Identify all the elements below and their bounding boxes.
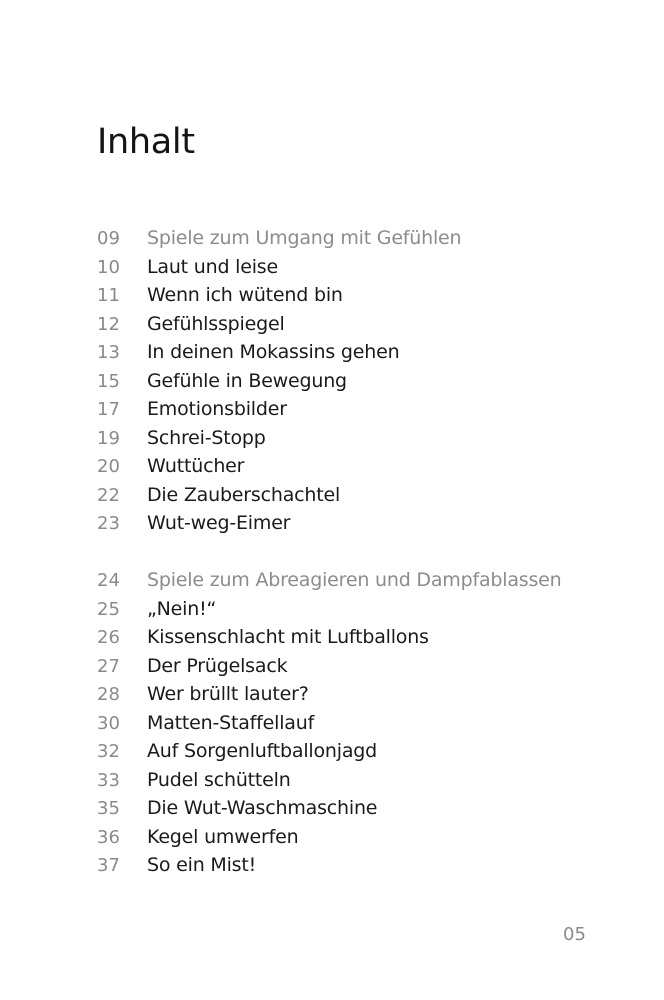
toc-entry[interactable] [97,680,597,709]
toc-page-number: 28 [97,684,120,705]
toc-entry-title: Der Prügelsack [147,654,288,677]
toc-entry-title: Kegel umwerfen [147,825,299,848]
toc-page-number: 10 [97,256,120,278]
toc-entry[interactable] [97,652,597,681]
toc-page-number: 24 [97,570,120,591]
toc-entry[interactable] [97,851,597,880]
toc-entry[interactable] [97,595,597,624]
toc-entry[interactable] [97,424,597,453]
toc-entry[interactable] [97,737,597,766]
toc-entry[interactable] [97,766,597,795]
page-number: 05 [563,924,586,945]
toc-page-number: 26 [97,627,120,648]
toc-entry-title: Schrei-Stopp [147,426,266,449]
toc-page-number: 27 [97,655,120,677]
toc-entry[interactable] [97,481,597,510]
toc-page-number: 22 [97,484,120,506]
toc-entry-title: Die Wut-Waschmaschine [147,797,378,819]
toc-entry-title: Pudel schütteln [147,768,291,791]
toc-section-title: Spiele zum Abreagieren und Dampfablassen [147,569,562,591]
toc-entry[interactable] [97,709,597,738]
toc-section-title: Spiele zum Umgang mit Gefühlen [147,227,462,249]
toc-entry-title: So ein Mist! [147,854,257,876]
toc-entry-title: Wer brüllt lauter? [147,683,309,705]
toc-entry[interactable] [97,623,597,652]
toc-entry-title: Kissenschlacht mit Luftballons [147,626,429,648]
toc-entry[interactable] [97,823,597,852]
toc-section-heading[interactable] [97,566,597,595]
toc-page-number: 23 [97,513,120,534]
toc-entry-title: Wuttücher [147,455,245,477]
toc-page-number: 36 [97,826,120,848]
toc-page-number: 35 [97,798,120,819]
page-title: Inhalt [97,122,195,162]
toc-page-number: 13 [97,342,120,363]
toc-entry-title: „Nein!“ [147,597,217,620]
toc-page-number: 11 [97,285,120,306]
toc-entry[interactable] [97,509,597,538]
toc-page-number: 20 [97,456,120,477]
toc-page-number: 25 [97,598,120,620]
toc-entry-title: In deinen Mokassins gehen [147,341,400,363]
toc-entry-title: Wut-weg-Eimer [147,512,291,534]
toc-page-number: 12 [97,313,120,335]
toc-entry[interactable] [97,338,597,367]
toc-entry[interactable] [97,452,597,481]
toc-entry-title: Laut und leise [147,255,278,278]
toc-page-number: 30 [97,712,120,734]
toc-page-number: 19 [97,427,120,449]
toc-entry[interactable] [97,281,597,310]
toc-page-number: 37 [97,855,120,876]
toc-entry-title: Gefühle in Bewegung [147,369,347,392]
toc-section-heading[interactable] [97,224,597,253]
toc-entry[interactable] [97,253,597,282]
toc-page-number: 15 [97,370,120,392]
toc-entry[interactable] [97,310,597,339]
toc-entry-title: Auf Sorgenluftballonjagd [147,740,378,762]
toc-entry-title: Emotionsbilder [147,398,287,420]
toc-section-letting-off-steam [97,566,597,880]
toc-entry-title: Matten-Staffellauf [147,711,315,734]
toc-entry-title: Gefühlsspiegel [147,312,285,335]
toc-section-feelings [97,224,597,538]
toc-entry[interactable] [97,367,597,396]
toc-page-number: 33 [97,769,120,791]
toc-entry-title: Wenn ich wütend bin [147,284,343,306]
toc-entry[interactable] [97,794,597,823]
toc-page-number: 32 [97,741,120,762]
toc-entry-title: Die Zauberschachtel [147,483,341,506]
toc-entry[interactable] [97,395,597,424]
toc-page-number: 17 [97,399,120,420]
toc-page-number: 09 [97,228,120,249]
